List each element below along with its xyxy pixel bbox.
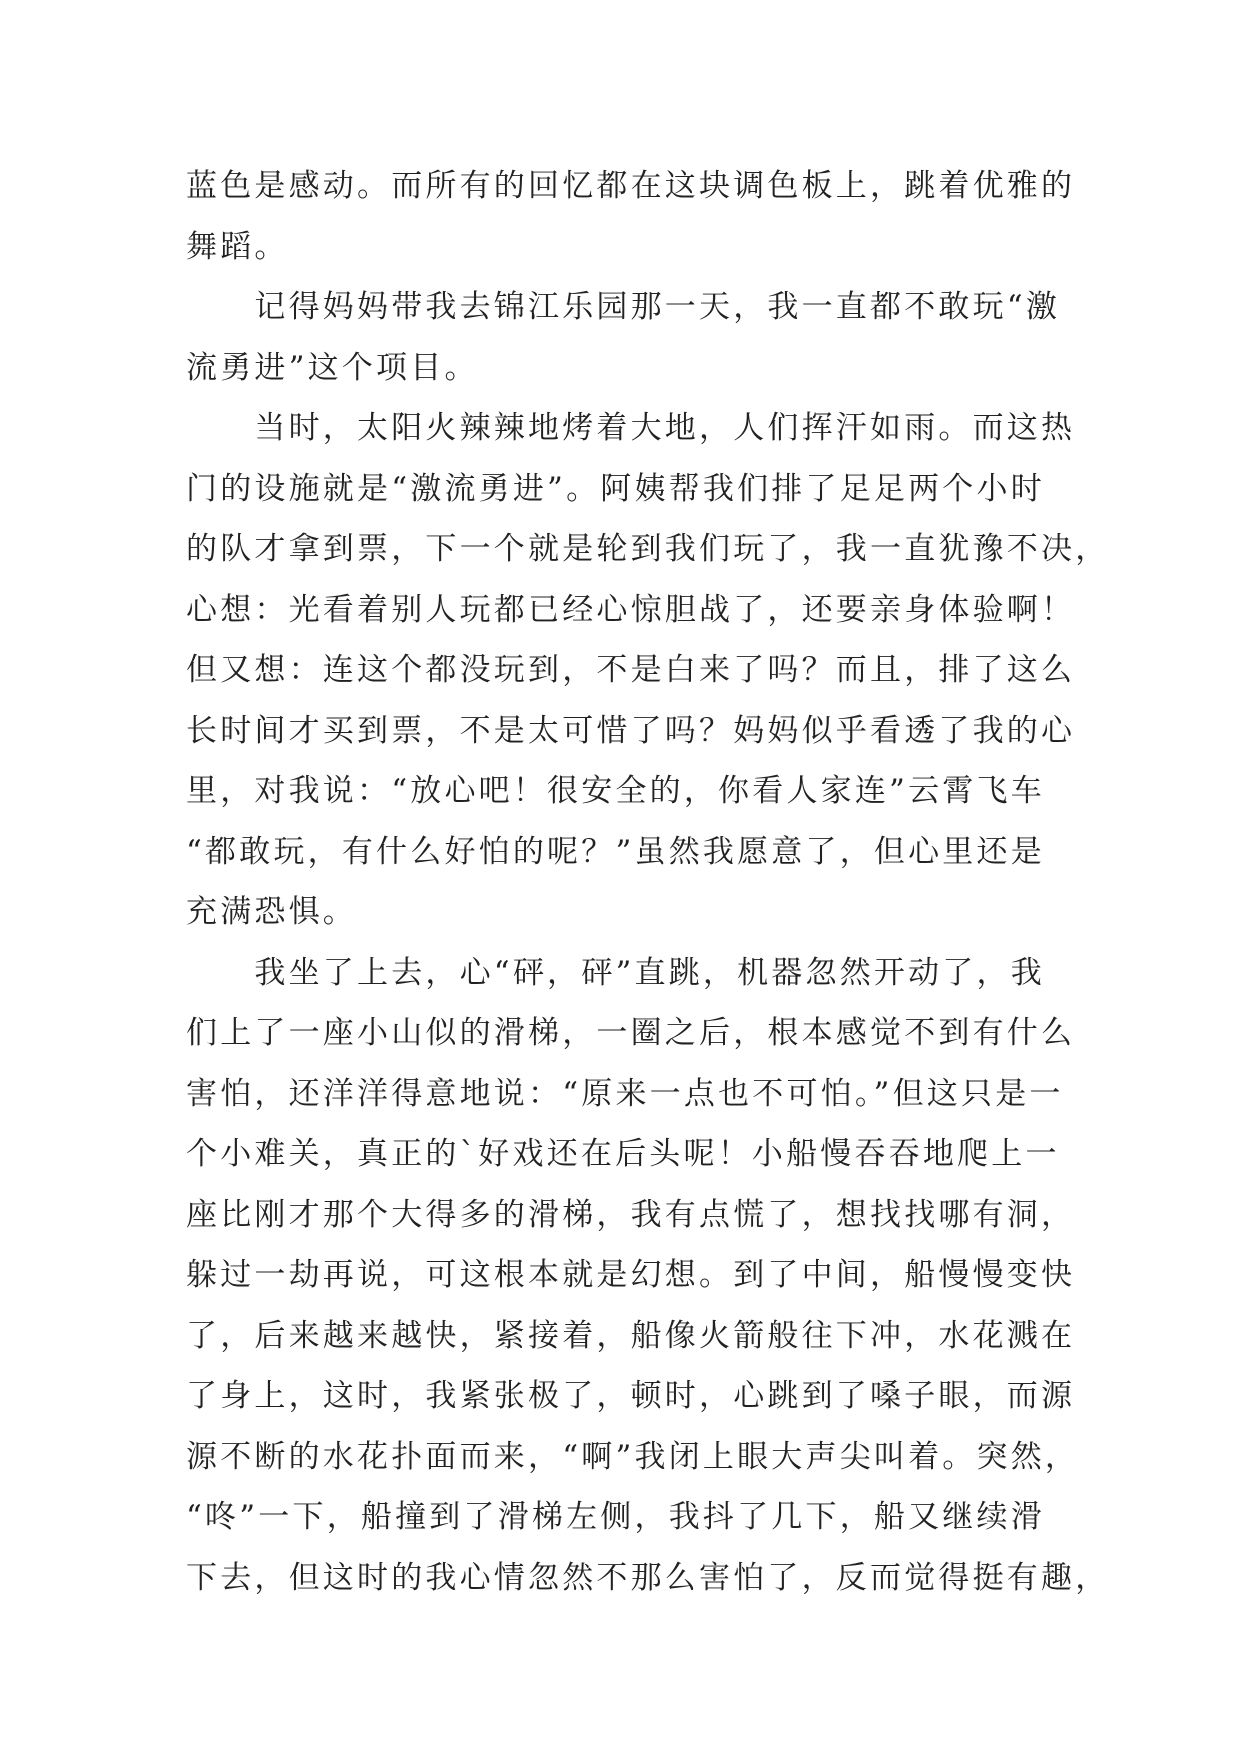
text-line-11: 里，对我说：“放心吧！很安全的，你看人家连”云霄飞车 (186, 773, 1045, 809)
text-line-13: 充满恐惧。 (186, 894, 357, 930)
text-line-2: 舞蹈。 (186, 228, 289, 265)
text-line-3: 记得妈妈带我去锦江乐园那一天，我一直都不敢玩“激 (186, 289, 1061, 325)
text-line-23: “咚”一下，船撞到了滑梯左侧，我抖了几下，船又继续滑 (186, 1499, 1045, 1535)
text-line-18: 座比刚才那个大得多的滑梯，我有点慌了，想找找哪有洞， (186, 1196, 1076, 1233)
text-line-20: 了，后来越来越快，紧接着，船像火箭般往下冲，水花溅在 (186, 1317, 1076, 1354)
text-line-19: 躲过一劫再说，可这根本就是幻想。到了中间，船慢慢变快 (186, 1257, 1076, 1293)
text-line-7: 的队才拿到票，下一个就是轮到我们玩了，我一直犹豫不决， (186, 531, 1110, 567)
text-line-21: 了身上，这时，我紧张极了，顿时，心跳到了嗓子眼，而源 (186, 1378, 1076, 1414)
text-line-9: 但又想：连这个都没玩到，不是白来了吗？而且，排了这么 (186, 652, 1076, 688)
text-line-22: 源不断的水花扑面而来，“啊”我闭上眼大声尖叫着。突然， (186, 1438, 1080, 1475)
text-line-4: 流勇进”这个项目。 (186, 349, 479, 386)
text-line-12: “都敢玩，有什么好怕的呢？”虽然我愿意了，但心里还是 (186, 833, 1045, 870)
text-line-8: 心想：光看着别人玩都已经心惊胆战了，还要亲身体验啊！ (186, 591, 1076, 628)
text-line-5: 当时，太阳火辣辣地烤着大地，人们挥汗如雨。而这热 (186, 410, 1076, 446)
text-line-16: 害怕，还洋洋得意地说：“原来一点也不可怕。”但这只是一 (186, 1075, 1064, 1112)
text-line-24: 下去，但这时的我心情忽然不那么害怕了，反而觉得挺有趣， (186, 1559, 1110, 1596)
text-line-14: 我坐了上去，心“砰，砰”直跳，机器忽然开动了，我 (186, 954, 1045, 991)
text-line-6: 门的设施就是“激流勇进”。阿姨帮我们排了足足两个小时 (186, 470, 1045, 507)
text-line-10: 长时间才买到票，不是太可惜了吗？妈妈似乎看透了我的心 (186, 712, 1076, 749)
text-line-1: 蓝色是感动。而所有的回忆都在这块调色板上，跳着优雅的 (186, 168, 1076, 204)
text-line-17: 个小难关，真正的`好戏还在后头呢！小船慢吞吞地爬上一 (186, 1136, 1060, 1172)
text-line-15: 们上了一座小山似的滑梯，一圈之后，根本感觉不到有什么 (186, 1015, 1076, 1051)
body-text (186, 156, 1110, 1608)
